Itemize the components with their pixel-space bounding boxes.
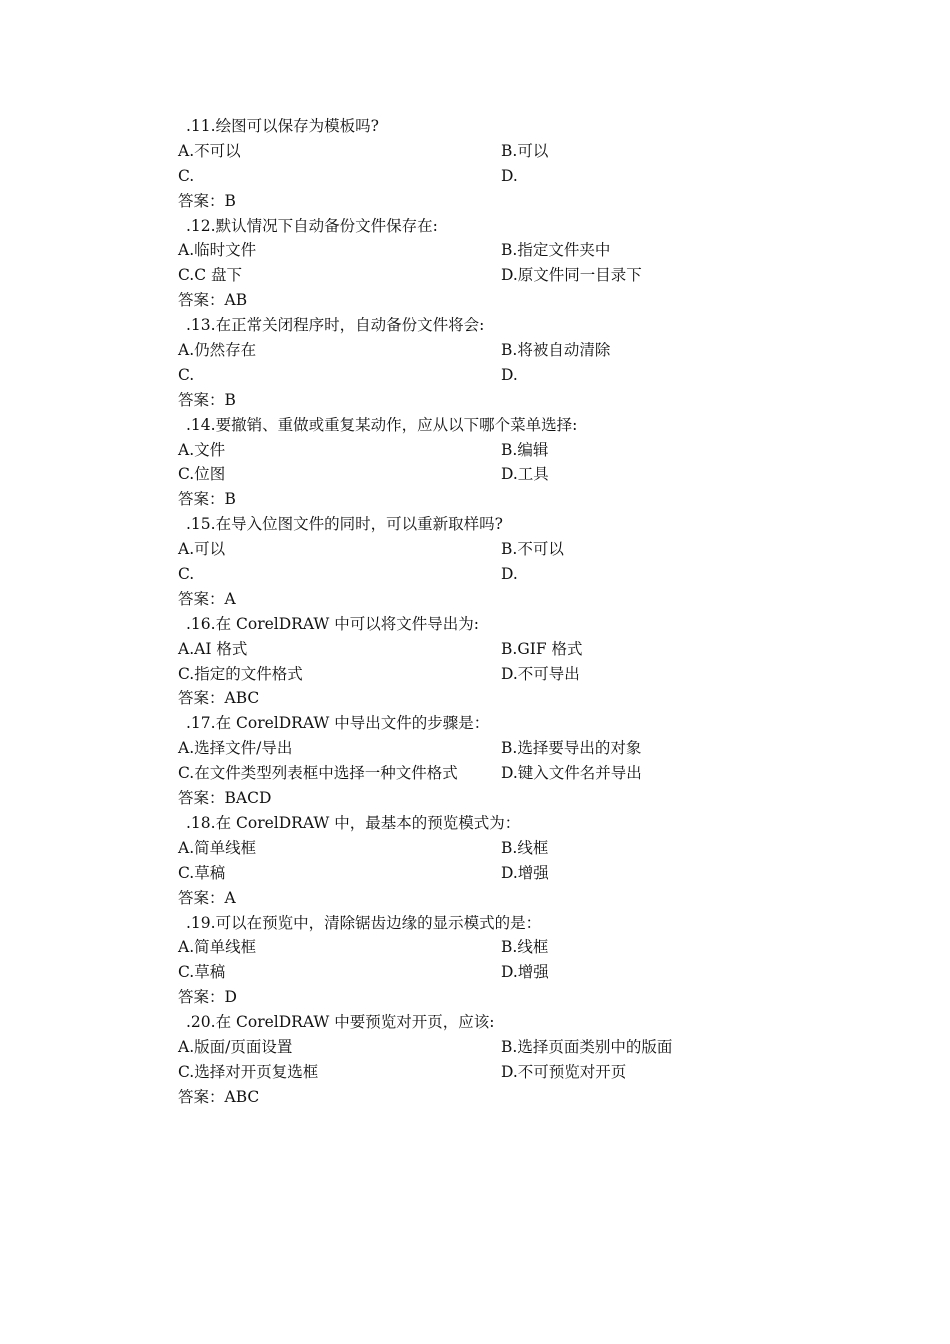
option-d: D.原文件同一目录下 [501,266,642,285]
option-row [0,662,950,687]
option-c: C.C 盘下 [178,266,243,285]
question-block [0,1010,950,1110]
option-b: B.GIF 格式 [501,639,583,658]
option-d: D. [501,565,518,584]
option-row [0,761,950,786]
option-row [0,935,950,960]
question-block [0,313,950,413]
option-a: A.可以 [178,540,226,559]
option-a: A.版面/页面设置 [178,1037,293,1056]
answer-line: 答案：AB [178,291,248,310]
option-c: C.指定的文件格式 [178,664,303,683]
option-row [0,164,950,189]
option-a: A.简单线框 [178,938,257,957]
option-row [0,338,950,363]
option-row [0,238,950,263]
option-b: B.线框 [501,938,549,957]
answer-line: 答案：BACD [178,789,272,808]
option-b: B.将被自动清除 [501,341,611,360]
answer-line: 答案：B [178,191,236,210]
option-d: D. [501,166,518,185]
question-title: .17.在 CorelDRAW 中导出文件的步骤是： [186,714,490,733]
option-row [0,462,950,487]
option-row [0,861,950,886]
option-row [0,736,950,761]
option-d: D.键入文件名并导出 [501,764,642,783]
option-row [0,139,950,164]
option-c: C.在文件类型列表框中选择一种文件格式 [178,764,458,783]
option-a: A.不可以 [178,141,241,160]
option-row [0,836,950,861]
answer-line: 答案：B [178,390,236,409]
option-b: B.线框 [501,838,549,857]
question-block [0,114,950,214]
option-row [0,363,950,388]
question-title: .11.绘图可以保存为模板吗? [186,117,379,135]
question-title: .20.在 CorelDRAW 中要预览对开页，应该: [186,1013,495,1032]
answer-line: 答案：D [178,988,237,1007]
option-a: A.仍然存在 [178,341,257,360]
option-b: B.可以 [501,141,549,160]
question-title: .13.在正常关闭程序时，自动备份文件将会: [186,316,485,335]
option-row [0,1035,950,1060]
question-block [0,612,950,712]
question-block [0,413,950,513]
option-row [0,562,950,587]
option-d: D.工具 [501,465,549,484]
option-a: A.临时文件 [178,241,257,260]
document-body [0,114,950,1110]
answer-line: 答案：ABC [178,689,260,708]
answer-line: 答案：ABC [178,1087,260,1106]
option-b: B.不可以 [501,540,564,559]
question-title: .19.可以在预览中，清除锯齿边缘的显示模式的是： [186,913,542,932]
option-d: D. [501,365,518,384]
option-row [0,537,950,562]
option-c: C. [178,365,195,384]
question-title: .15.在导入位图文件的同时，可以重新取样吗? [186,515,503,534]
answer-line: 答案：A [178,888,236,907]
option-b: B.选择要导出的对象 [501,739,642,758]
option-c: C. [178,565,195,584]
question-block [0,512,950,612]
question-title: .12.默认情况下自动备份文件保存在: [186,216,438,235]
option-a: A.选择文件/导出 [178,739,293,758]
option-b: B.选择页面类别中的版面 [501,1037,673,1056]
option-d: D.增强 [501,863,549,882]
option-row [0,263,950,288]
option-d: D.不可导出 [501,664,580,683]
answer-line: 答案：A [178,589,236,608]
option-c: C.选择对开页复选框 [178,1062,319,1081]
option-row [0,438,950,463]
question-block [0,811,950,911]
option-c: C. [178,166,195,185]
option-a: A.AI 格式 [178,639,248,658]
option-c: C.草稿 [178,863,226,882]
question-title: .16.在 CorelDRAW 中可以将文件导出为: [186,614,479,633]
option-c: C.草稿 [178,963,226,982]
option-a: A.简单线框 [178,838,257,857]
option-c: C.位图 [178,465,226,484]
option-row [0,960,950,985]
answer-line: 答案：B [178,490,236,509]
question-title: .18.在 CorelDRAW 中，最基本的预览模式为： [186,813,521,832]
option-b: B.指定文件夹中 [501,241,611,260]
option-d: D.增强 [501,963,549,982]
question-title: .14.要撤销、重做或重复某动作，应从以下哪个菜单选择: [186,415,578,434]
option-row [0,637,950,662]
option-d: D.不可预览对开页 [501,1062,627,1081]
question-block [0,711,950,811]
option-a: A.文件 [178,440,226,459]
option-row [0,1060,950,1085]
question-block [0,911,950,1011]
option-b: B.编辑 [501,440,549,459]
question-block [0,214,950,314]
